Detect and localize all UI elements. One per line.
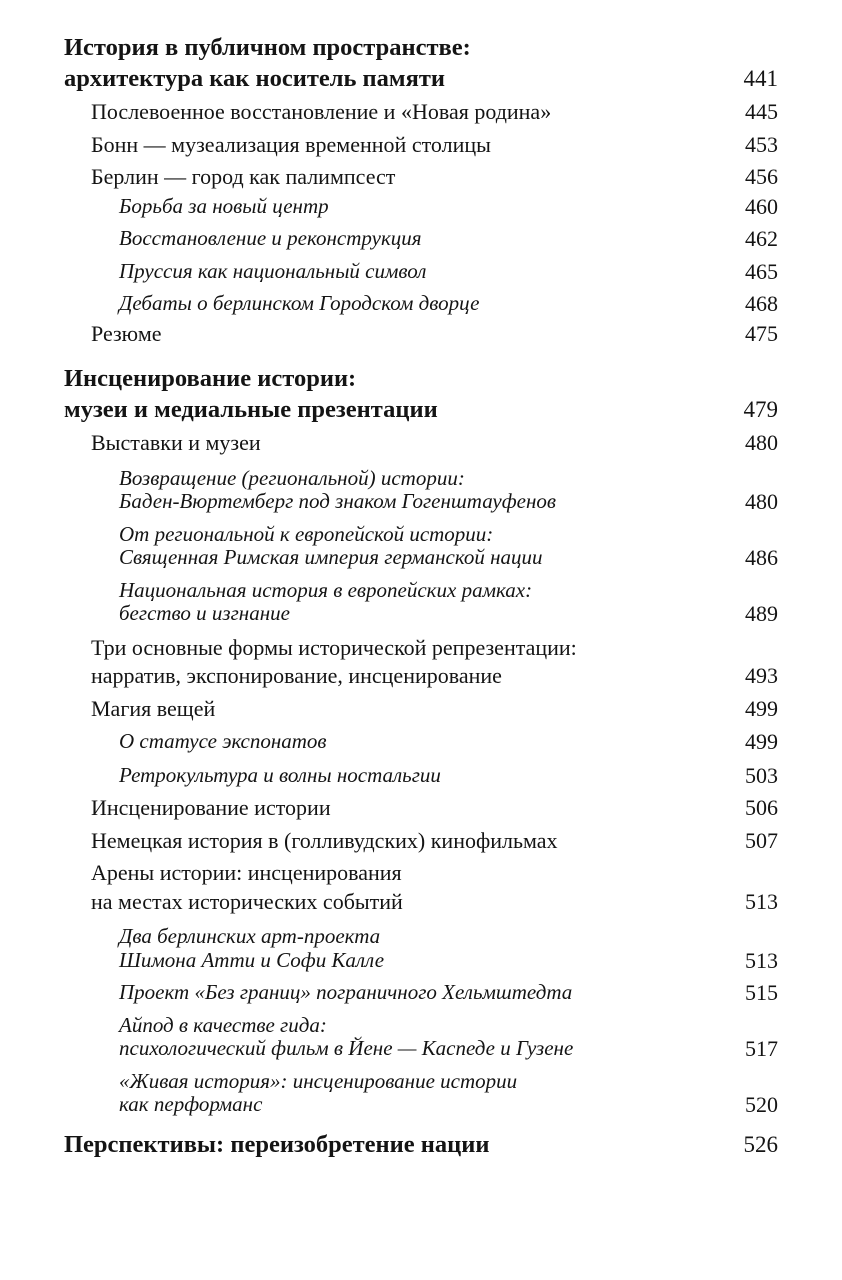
toc-entry[interactable] — [64, 131, 778, 160]
subentry-title: Проект «Без границ» пограничного Хельмштедта — [119, 980, 573, 1004]
toc-subentry[interactable] — [64, 467, 778, 514]
page-number: 499 — [745, 695, 778, 721]
page-number: 503 — [745, 762, 778, 788]
page-number: 517 — [745, 1036, 778, 1061]
page-number: 513 — [745, 888, 778, 914]
toc-entry[interactable] — [64, 320, 778, 349]
page-number: 445 — [745, 99, 778, 124]
table-of-contents — [64, 32, 778, 1212]
subentry-title-line: Священная Римская империя германской нации — [119, 545, 543, 569]
subentry-title-line: психологический фильм в Йене — Каспеде и Гузене — [119, 1036, 574, 1060]
subentry-title-line: Баден-Вюртемберг под знаком Гогенштауфенов — [119, 489, 557, 513]
toc-entry[interactable] — [64, 634, 778, 691]
page-number: 489 — [745, 601, 778, 626]
entry-title: Магия вещей — [91, 695, 216, 721]
entry-title-line: нарратив, экспонирование, инсценирование — [91, 663, 502, 688]
page-number: 486 — [745, 545, 778, 570]
subentry-title: Восстановление и реконструкция — [119, 226, 422, 250]
subentry-title: Пруссия как национальный символ — [119, 258, 427, 283]
page-number: 468 — [745, 291, 778, 316]
entry-title: Берлин — город как палимпсест — [91, 164, 396, 189]
toc-subentry[interactable] — [64, 1070, 778, 1117]
toc-subentry[interactable] — [64, 1014, 778, 1061]
subentry-title: Ретрокультура и волны ностальгии — [119, 762, 441, 787]
page-number: 499 — [745, 729, 778, 754]
entry-title-line: на местах исторических событий — [91, 888, 403, 914]
toc-entry[interactable] — [64, 163, 778, 192]
page-number: 453 — [745, 131, 778, 157]
page-number: 479 — [743, 397, 778, 422]
toc-subentry[interactable] — [64, 579, 778, 626]
page-number: 506 — [745, 795, 778, 820]
chapter-title: Перспективы: переизобретение нации — [64, 1130, 490, 1158]
toc-subentry[interactable] — [64, 195, 778, 219]
page-number: 515 — [745, 980, 778, 1005]
toc-subentry[interactable] — [64, 260, 778, 284]
page-number: 460 — [745, 193, 778, 219]
subentry-title-line: От региональной к европейской истории: — [119, 521, 494, 546]
page-number: 475 — [745, 320, 778, 346]
toc-chapter-perspectives[interactable] — [64, 1129, 778, 1160]
page-number: 456 — [745, 164, 778, 189]
subentry-title-line: бегство и изгнание — [119, 601, 290, 625]
toc-chapter-public-space[interactable] — [64, 32, 778, 94]
subentry-title-line: Шимона Атти и Софи Калле — [119, 947, 385, 972]
subentry-title-line: «Живая история»: инсценирование истории — [119, 1068, 518, 1093]
toc-subentry[interactable] — [64, 925, 778, 972]
page-number: 465 — [745, 258, 778, 284]
subentry-title-line: как перформанс — [119, 1092, 263, 1116]
entry-title: Инсценирование истории — [91, 795, 331, 820]
entry-title: Немецкая история в (голливудских) кинофильмах — [91, 827, 558, 853]
chapter-title-line: архитектура как носитель памяти — [64, 65, 446, 92]
subentry-title: Дебаты о берлинском Городском дворце — [119, 291, 480, 315]
subentry-title-line: Возвращение (региональной) истории: — [119, 465, 465, 490]
entry-title: Бонн — музеализация временной столицы — [91, 131, 491, 157]
chapter-title-line: музеи и медиальные презентации — [64, 396, 438, 423]
toc-subentry[interactable] — [64, 292, 778, 316]
page-number: 526 — [743, 1131, 778, 1157]
page-number: 520 — [745, 1092, 778, 1117]
subentry-title-line: Национальная история в европейских рамках: — [119, 577, 533, 602]
entry-title: Резюме — [91, 320, 162, 346]
toc-entry[interactable] — [64, 859, 778, 916]
toc-subentry[interactable] — [64, 764, 778, 788]
entry-title: Послевоенное восстановление и «Новая родина» — [91, 99, 552, 124]
entry-title-line: Арены истории: инсценирования — [91, 860, 402, 885]
toc-entry[interactable] — [64, 827, 778, 856]
toc-entry[interactable] — [64, 695, 778, 724]
page-number: 480 — [745, 489, 778, 514]
toc-entry[interactable] — [64, 794, 778, 823]
page-number: 493 — [745, 663, 778, 688]
entry-title: Выставки и музеи — [91, 430, 261, 455]
subentry-title-line: Айпод в качестве гида: — [119, 1012, 327, 1037]
toc-subentry[interactable] — [64, 730, 778, 754]
toc-subentry[interactable] — [64, 981, 778, 1005]
toc-subentry[interactable] — [64, 523, 778, 570]
page-number: 513 — [745, 947, 778, 973]
subentry-title: Борьба за новый центр — [119, 193, 329, 218]
subentry-title-line: Два берлинских арт-проекта — [119, 924, 381, 948]
page-number: 480 — [745, 430, 778, 455]
toc-subentry[interactable] — [64, 227, 778, 251]
page-number: 507 — [745, 827, 778, 853]
toc-entry[interactable] — [64, 429, 778, 458]
page-number: 462 — [745, 226, 778, 251]
subentry-title: О статусе экспонатов — [119, 729, 327, 753]
chapter-title-line: История в публичном пространстве: — [64, 34, 471, 61]
toc-entry[interactable] — [64, 98, 778, 127]
toc-chapter-staging-history[interactable] — [64, 363, 778, 425]
chapter-title-line: Инсценирование истории: — [64, 365, 357, 392]
entry-title-line: Три основные формы исторической репрезентации: — [91, 634, 577, 660]
page-number: 441 — [743, 66, 778, 91]
